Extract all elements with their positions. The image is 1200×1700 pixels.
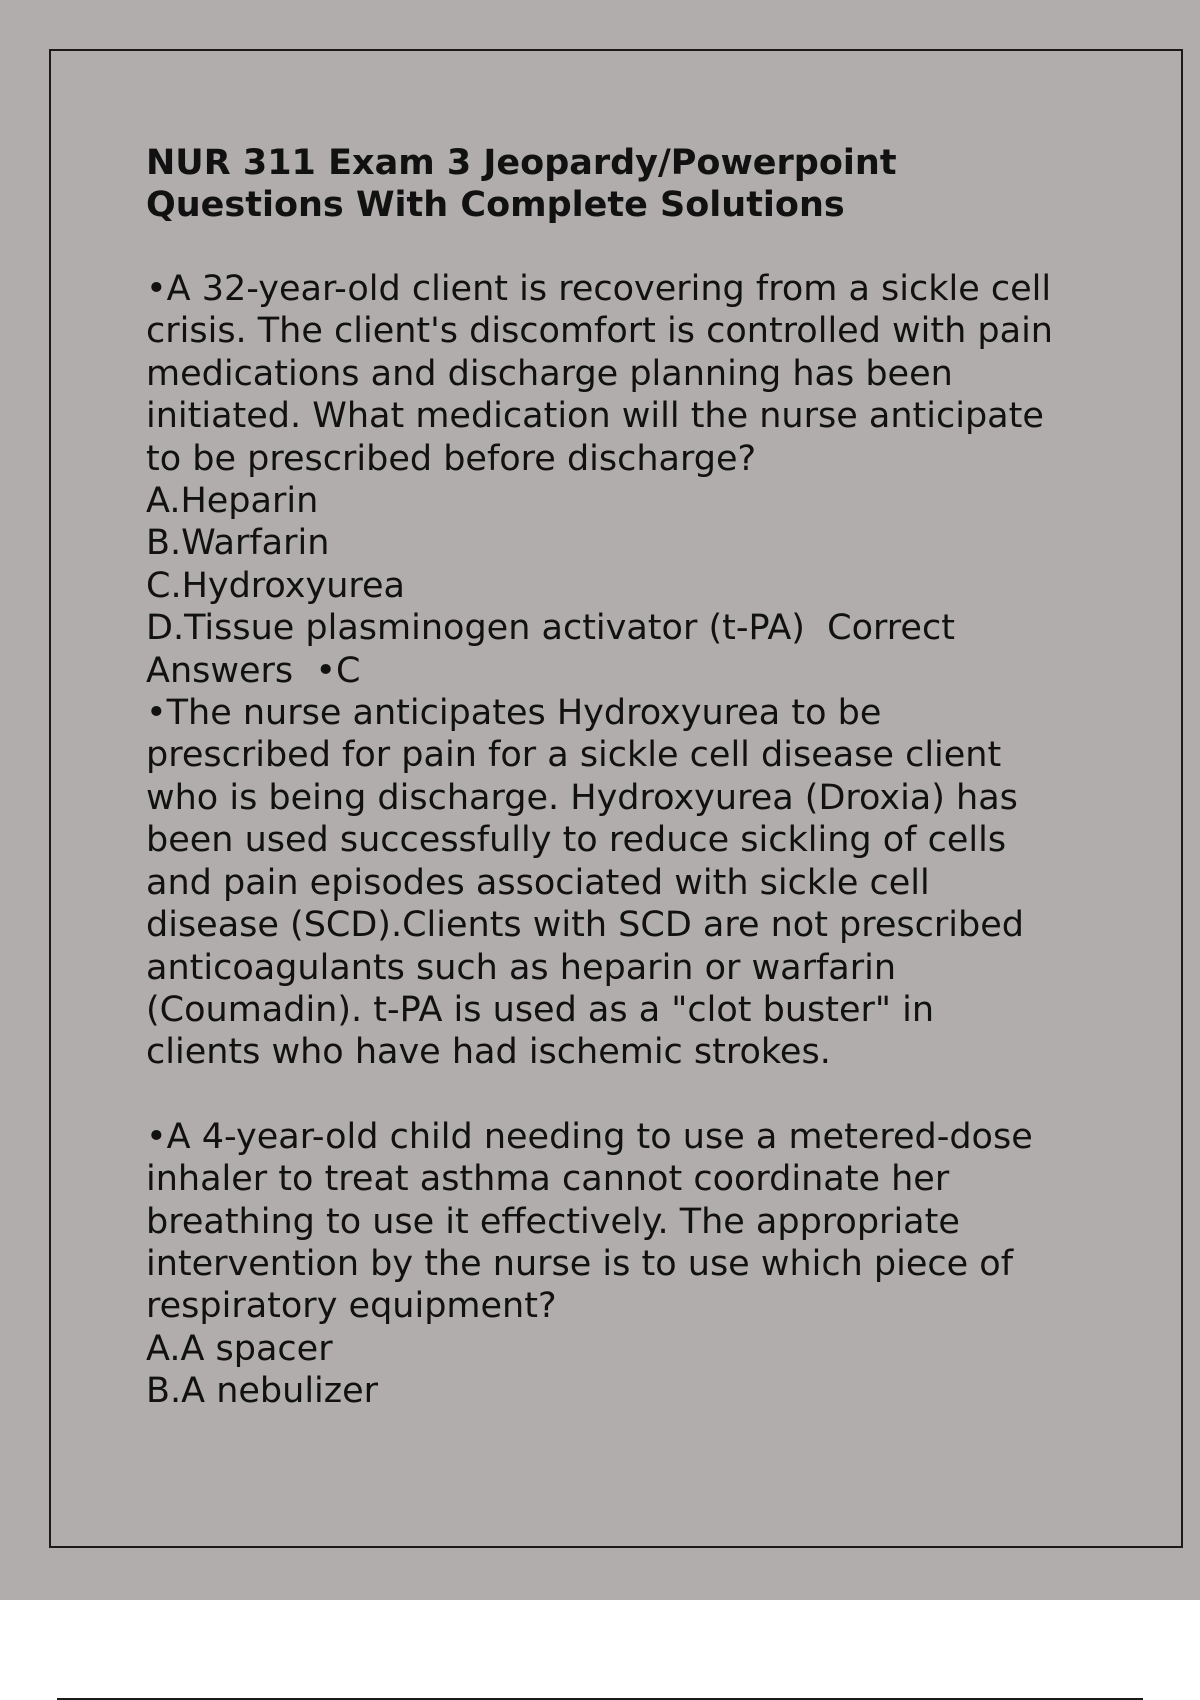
stem-line: crisis. The client's discomfort is controlled with pain xyxy=(146,311,1053,352)
blank-line xyxy=(146,1074,1106,1116)
blank-line xyxy=(146,226,1106,268)
rationale-line: disease (SCD).Clients with SCD are not prescribed xyxy=(146,905,1024,946)
option-d: D.Tissue plasminogen activator (t-PA) Correct xyxy=(146,608,955,649)
rationale-line: prescribed for pain for a sickle cell disease client xyxy=(146,735,1002,776)
stem-line: initiated. What medication will the nurse anticipate xyxy=(146,396,1044,437)
stem-line: •A 4-year-old child needing to use a metered-dose xyxy=(146,1116,1033,1157)
option-b: B.Warfarin xyxy=(146,523,330,564)
stem-line: inhaler to treat asthma cannot coordinate her xyxy=(146,1159,950,1200)
stem-line: medications and discharge planning has been xyxy=(146,353,953,394)
rationale-line: who is being discharge. Hydroxyurea (Droxia) has xyxy=(146,777,1018,818)
option-a: A.Heparin xyxy=(146,481,319,522)
rationale-line: been used successfully to reduce sickling of cells xyxy=(146,820,1007,861)
document-content xyxy=(146,142,1106,1413)
option-b: B.A nebulizer xyxy=(146,1371,379,1412)
question-1 xyxy=(146,268,1106,1074)
question-1-stem xyxy=(146,268,1106,480)
rationale-line: clients who have had ischemic strokes. xyxy=(146,1032,831,1073)
question-1-rationale xyxy=(146,692,1106,1074)
rationale-line: anticoagulants such as heparin or warfarin xyxy=(146,947,897,988)
stem-line: intervention by the nurse is to use which piece of xyxy=(146,1243,1014,1284)
stem-line: •A 32-year-old client is recovering from a sickle cell xyxy=(146,269,1052,309)
question-2 xyxy=(146,1116,1106,1413)
question-2-options xyxy=(146,1328,1106,1413)
question-2-stem xyxy=(146,1116,1106,1328)
stem-line: respiratory equipment? xyxy=(146,1286,557,1327)
question-1-options xyxy=(146,480,1106,650)
option-c: C.Hydroxyurea xyxy=(146,565,405,606)
document-title: NUR 311 Exam 3 Jeopardy/Powerpoint Questions With Complete Solutions xyxy=(146,143,897,225)
correct-answer: Answers •C xyxy=(146,650,361,691)
stem-line: breathing to use it effectively. The appropriate xyxy=(146,1201,960,1242)
rationale-line: •The nurse anticipates Hydroxyurea to be xyxy=(146,693,882,734)
rationale-line: (Coumadin). t-PA is used as a "clot buster" in xyxy=(146,989,935,1030)
option-a: A.A spacer xyxy=(146,1328,333,1369)
rationale-line: and pain episodes associated with sickle cell xyxy=(146,862,930,903)
stem-line: to be prescribed before discharge? xyxy=(146,438,757,479)
